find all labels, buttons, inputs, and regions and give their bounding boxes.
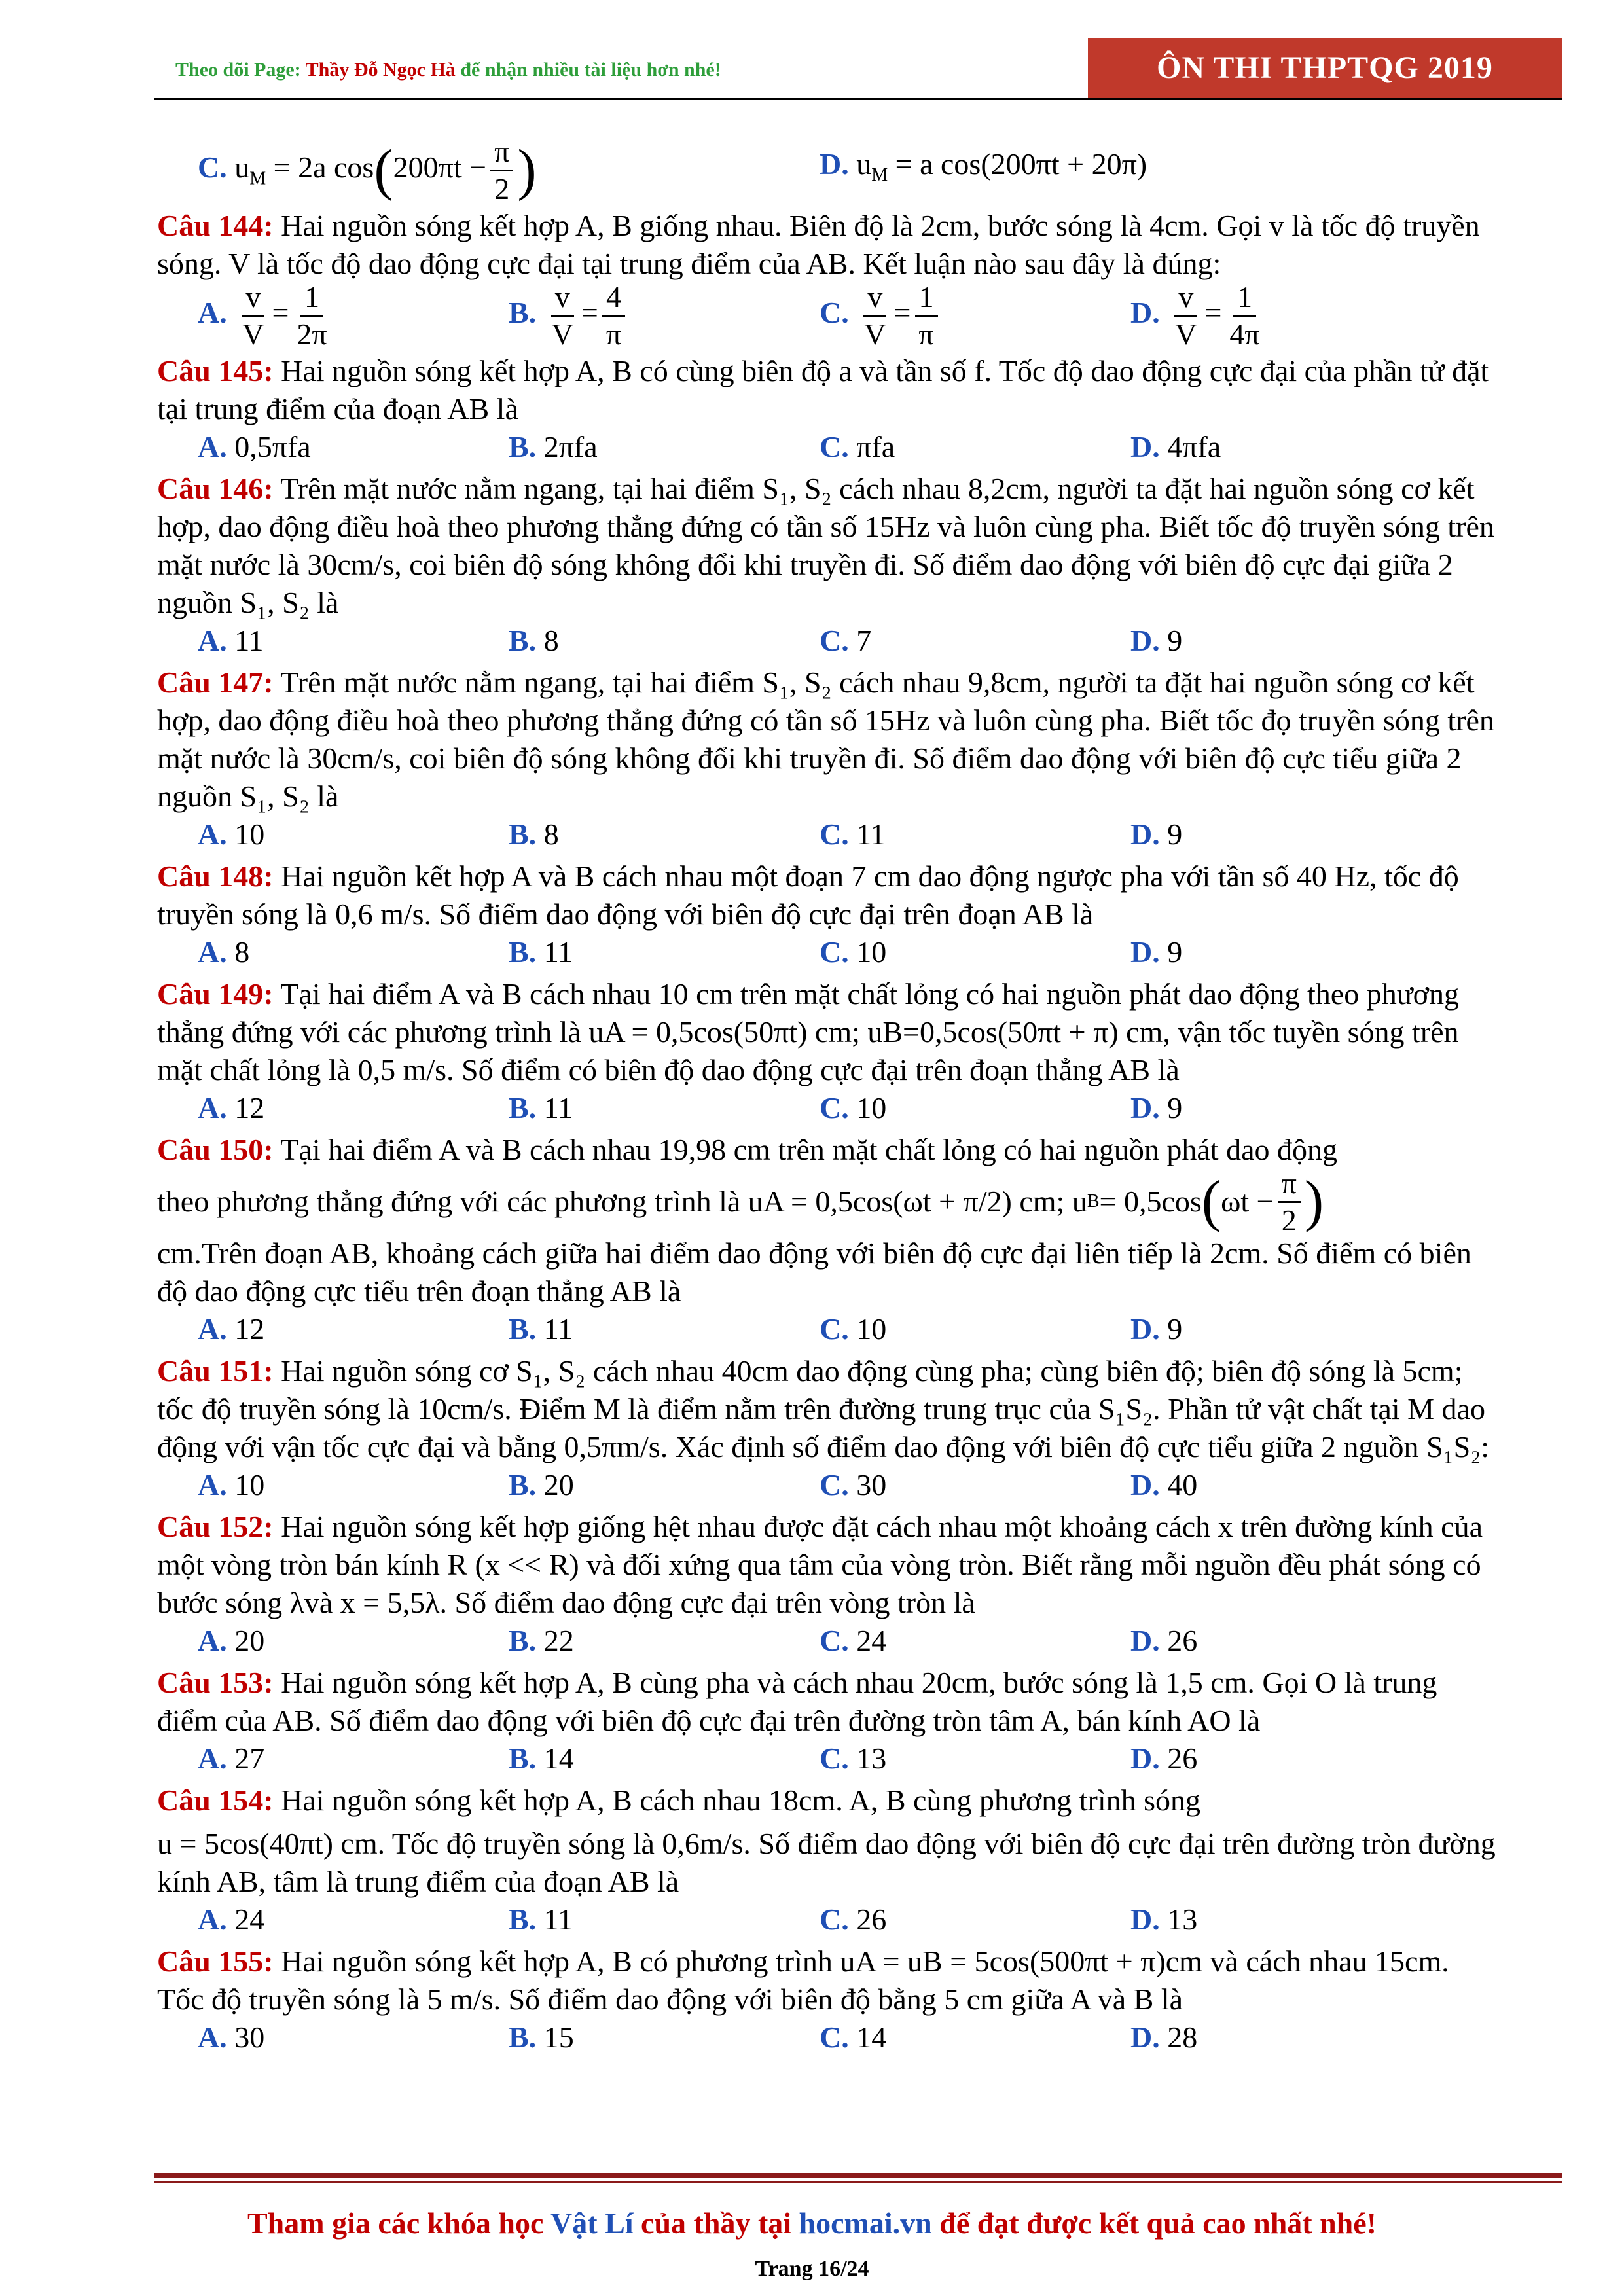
question-145: Câu 145: Hai nguồn sóng kết hợp A, B có cùng biên độ a và tần số f. Tốc độ dao động cực đại của phần tử đặt tại trung điểm của đoạn AB là bbox=[157, 354, 1489, 425]
option-c: C. 11 bbox=[820, 817, 886, 851]
option-b: B. 22 bbox=[509, 1624, 574, 1657]
option-b: B. 8 bbox=[509, 624, 559, 657]
question-152: Câu 152: Hai nguồn sóng kết hợp giống hệt nhau được đặt cách nhau một khoảng cách x trên đường kính của một vòng tròn bán kính R (x << R) và đối xứng qua tâm của vòng tròn. Biết rằng mỗi nguồn đều phát sóng có bước sóng λvà x = 5,5λ. Số điểm dao động cực đại trên vòng tròn là bbox=[157, 1510, 1483, 1619]
option-b: B. 2πfa bbox=[509, 430, 598, 463]
option-a: A. 12 bbox=[198, 1312, 265, 1346]
question-146: Câu 146: Trên mặt nước nằm ngang, tại hai điểm S₁, S₂ cách nhau 8,2cm, người ta đặt hai nguồn sóng cơ kết hợp, dao động điều hoà theo phương thẳng đứng có tần số 15Hz và luôn cùng pha. Biết tốc độ truyền sóng trên mặt nước là 30cm/s, coi biên độ sóng không đổi khi truyền đi. Số điểm dao động với biên độ cực đại giữa 2 nguồn S₁, S₂ là bbox=[157, 472, 1494, 619]
option-b: B. 8 bbox=[509, 817, 559, 851]
footer-site-link[interactable]: hocmai.vn bbox=[799, 2206, 932, 2240]
option-c: C. 26 bbox=[820, 1903, 887, 1936]
option-b: B. 14 bbox=[509, 1742, 574, 1775]
option-c: C. $\frac{v}{V}$ = $\frac{1}{\pi}$ bbox=[820, 282, 1130, 350]
question-153: Câu 153: Hai nguồn sóng kết hợp A, B cùng pha và cách nhau 20cm, bước sóng là 1,5 cm. Gọi O là trung điểm của AB. Số điểm dao động với biên độ cực đại trên đường tròn tâm A, bán kính AO là bbox=[157, 1666, 1437, 1737]
equation: u = 5cos(40πt) bbox=[157, 1827, 333, 1860]
option-b: B. 15 bbox=[509, 2020, 574, 2054]
header-follow-prefix: Theo dõi Page: bbox=[175, 59, 306, 81]
option-d: D. 28 bbox=[1130, 2020, 1198, 2054]
option-c: C. 30 bbox=[820, 1468, 887, 1501]
option-a: A. $\frac{v}{V}$ = $\frac{1}{2\pi}$ bbox=[198, 279, 327, 351]
option-a: A. 12 bbox=[198, 1091, 265, 1124]
question-155: Câu 155: Hai nguồn sóng kết hợp A, B có phương trình uA = uB = 5cos(500πt + π)cm và cách nhau 15cm. Tốc độ truyền sóng là 5 m/s. Số điểm dao động với biên độ bằng 5 cm giữa A và B là bbox=[157, 1945, 1449, 2016]
option-d: D. 26 bbox=[1130, 1742, 1198, 1775]
prev-question-options bbox=[157, 134, 1499, 206]
question-151: Câu 151: Hai nguồn sóng cơ S₁, S₂ cách nhau 40cm dao động cùng pha; cùng biên độ; biên độ sóng là 5cm; tốc độ truyền sóng là 10cm/s. Điểm M là điểm nằm trên đường trung trục của S₁S₂. Phần tử vật chất tại M dao động với vận tốc cực đại và bằng 0,5πm/s. Xác định số điểm dao động với biên độ cực tiểu giữa 2 nguồn S₁S₂: bbox=[157, 1354, 1490, 1463]
page-number: Trang 16/24 bbox=[755, 2257, 869, 2281]
question-154-rest: u = 5cos(40πt) cm. Tốc độ truyền sóng là 0,6m/s. Số điểm dao động với biên độ cực đại trên đường tròn đường kính AB, tâm là trung điểm của đoạn AB là bbox=[157, 1827, 1496, 1898]
option-b: B. $\frac{v}{V}$ = $\frac{4}{\pi}$ bbox=[509, 282, 820, 350]
option-d: D. 9 bbox=[1130, 624, 1183, 657]
option-a: A. 10 bbox=[198, 1468, 265, 1501]
option-d: D. $u_M = a$ cos(200πt + 20π) bbox=[820, 147, 1147, 186]
question-149: Câu 149: Tại hai điểm A và B cách nhau 10 cm trên mặt chất lỏng có hai nguồn phát dao động theo phương thẳng đứng với các phương trình là uA = 0,5cos(50πt) cm; uB=0,5cos(50πt + π) cm, vận tốc tuyền sóng trên mặt chất lỏng là 0,5 m/s. Số điểm có biên độ dao động cực đại trên đoạn thẳng AB là bbox=[157, 977, 1459, 1086]
option-a: A. 8 bbox=[198, 935, 250, 969]
option-b: B. 11 bbox=[509, 1312, 573, 1346]
option-c: C. 10 bbox=[820, 935, 887, 969]
option-c: C. 24 bbox=[820, 1624, 887, 1657]
footer-divider-thin bbox=[154, 2181, 1562, 2183]
option-c: C. 7 bbox=[820, 624, 872, 657]
option-d: D. 13 bbox=[1130, 1903, 1198, 1936]
footer-divider bbox=[154, 2173, 1562, 2178]
question-148: Câu 148: Hai nguồn kết hợp A và B cách nhau một đoạn 7 cm dao động ngược pha với tần số 40 Hz, tốc độ truyền sóng là 0,6 m/s. Số điểm dao động với biên độ cực đại trên đoạn AB là bbox=[157, 859, 1459, 931]
question-150: Câu 150: Tại hai điểm A và B cách nhau 19,98 cm trên mặt chất lỏng có hai nguồn phát dao động bbox=[157, 1133, 1337, 1166]
option-d: D. 4πfa bbox=[1130, 430, 1221, 463]
question-155-options bbox=[157, 2018, 1499, 2056]
option-a: A. 20 bbox=[198, 1624, 265, 1657]
option-d: D. $\frac{v}{V}$ = $\frac{1}{4\pi}$ bbox=[1130, 279, 1260, 351]
option-c: C. πfa bbox=[820, 430, 895, 463]
option-d: D. 9 bbox=[1130, 1312, 1183, 1346]
option-d: D. 9 bbox=[1130, 935, 1183, 969]
option-c: C. 14 bbox=[820, 2020, 887, 2054]
question-150-options bbox=[157, 1310, 1499, 1348]
option-b: B. 20 bbox=[509, 1468, 574, 1501]
option-b: B. 11 bbox=[509, 935, 573, 969]
header-follow-text bbox=[175, 59, 721, 81]
option-a: A. 24 bbox=[198, 1903, 265, 1936]
header-teacher-name: Thầy Đỗ Ngọc Hà bbox=[305, 59, 456, 81]
header-badge: ÔN THI THPTQG 2019 bbox=[1088, 38, 1562, 98]
option-d: D. 26 bbox=[1130, 1624, 1198, 1657]
question-150-equation-line: theo phương thẳng đứng với các phương trình là uA = 0,5cos(ωt + π/2) cm; u B = 0,5cos ( ωt − $\frac{\pi}{2}$ ) bbox=[157, 1166, 1324, 1237]
question-147: Câu 147: Trên mặt nước nằm ngang, tại hai điểm S₁, S₂ cách nhau 9,8cm, người ta đặt hai nguồn sóng cơ kết hợp, dao động điều hoà theo phương thẳng đứng có tần số 15Hz và luôn cùng pha. Biết tốc đọ truyền sóng trên mặt nước là 30cm/s, coi biên độ sóng không đổi khi truyền đi. Số điểm dao động với biên độ cực tiểu giữa 2 nguồn S₁, S₂ là bbox=[157, 666, 1494, 813]
option-d: D. 40 bbox=[1130, 1468, 1198, 1501]
option-c: C. 10 bbox=[820, 1091, 887, 1124]
option-d: D. 9 bbox=[1130, 817, 1183, 851]
question-151-options bbox=[157, 1466, 1499, 1504]
footer-promo: Tham gia các khóa học Vật Lí của thầy tại hocmai.vn để đạt được kết quả cao nhất nhé! bbox=[247, 2206, 1377, 2240]
question-list bbox=[157, 134, 1499, 2056]
header-divider bbox=[154, 98, 1562, 100]
option-a: A. 27 bbox=[198, 1742, 265, 1775]
option-d: D. 9 bbox=[1130, 1091, 1183, 1124]
question-150-rest: cm.Trên đoạn AB, khoảng cách giữa hai điểm dao động với biên độ cực đại liên tiếp là 2cm. Số điểm có biên độ dao động cực tiểu trên đoạn thẳng AB là bbox=[157, 1236, 1471, 1308]
option-a: A. 10 bbox=[198, 817, 265, 851]
question-154-options bbox=[157, 1901, 1499, 1939]
option-c: C. 13 bbox=[820, 1742, 887, 1775]
option-b: B. 11 bbox=[509, 1903, 573, 1936]
header-follow-suffix: để nhận nhiều tài liệu hơn nhé! bbox=[455, 59, 721, 81]
question-146-options bbox=[157, 622, 1499, 660]
question-144: Câu 144: Hai nguồn sóng kết hợp A, B giống nhau. Biên độ là 2cm, bước sóng là 4cm. Gọi v là tốc độ truyền sóng. V là tốc độ dao động cực đại tại trung điểm của AB. Kết luận nào sau đây là đúng: bbox=[157, 209, 1480, 280]
question-152-options bbox=[157, 1622, 1499, 1660]
option-b: B. 11 bbox=[509, 1091, 573, 1124]
question-154: Câu 154: Hai nguồn sóng kết hợp A, B cách nhau 18cm. A, B cùng phương trình sóng bbox=[157, 1784, 1201, 1817]
option-a: A. 30 bbox=[198, 2020, 265, 2054]
option-c: C. 10 bbox=[820, 1312, 887, 1346]
option-a: A. 0,5πfa bbox=[198, 430, 311, 463]
question-144-options bbox=[157, 279, 1499, 351]
question-149-options bbox=[157, 1089, 1499, 1127]
question-153-options bbox=[157, 1740, 1499, 1778]
option-c: C. $u_M = 2a$ cos(200πt − $\frac{\pi}{2}$ ) bbox=[198, 134, 537, 206]
question-147-options bbox=[157, 816, 1499, 853]
option-a: A. 11 bbox=[198, 624, 264, 657]
question-148-options bbox=[157, 933, 1499, 971]
question-145-options bbox=[157, 428, 1499, 466]
